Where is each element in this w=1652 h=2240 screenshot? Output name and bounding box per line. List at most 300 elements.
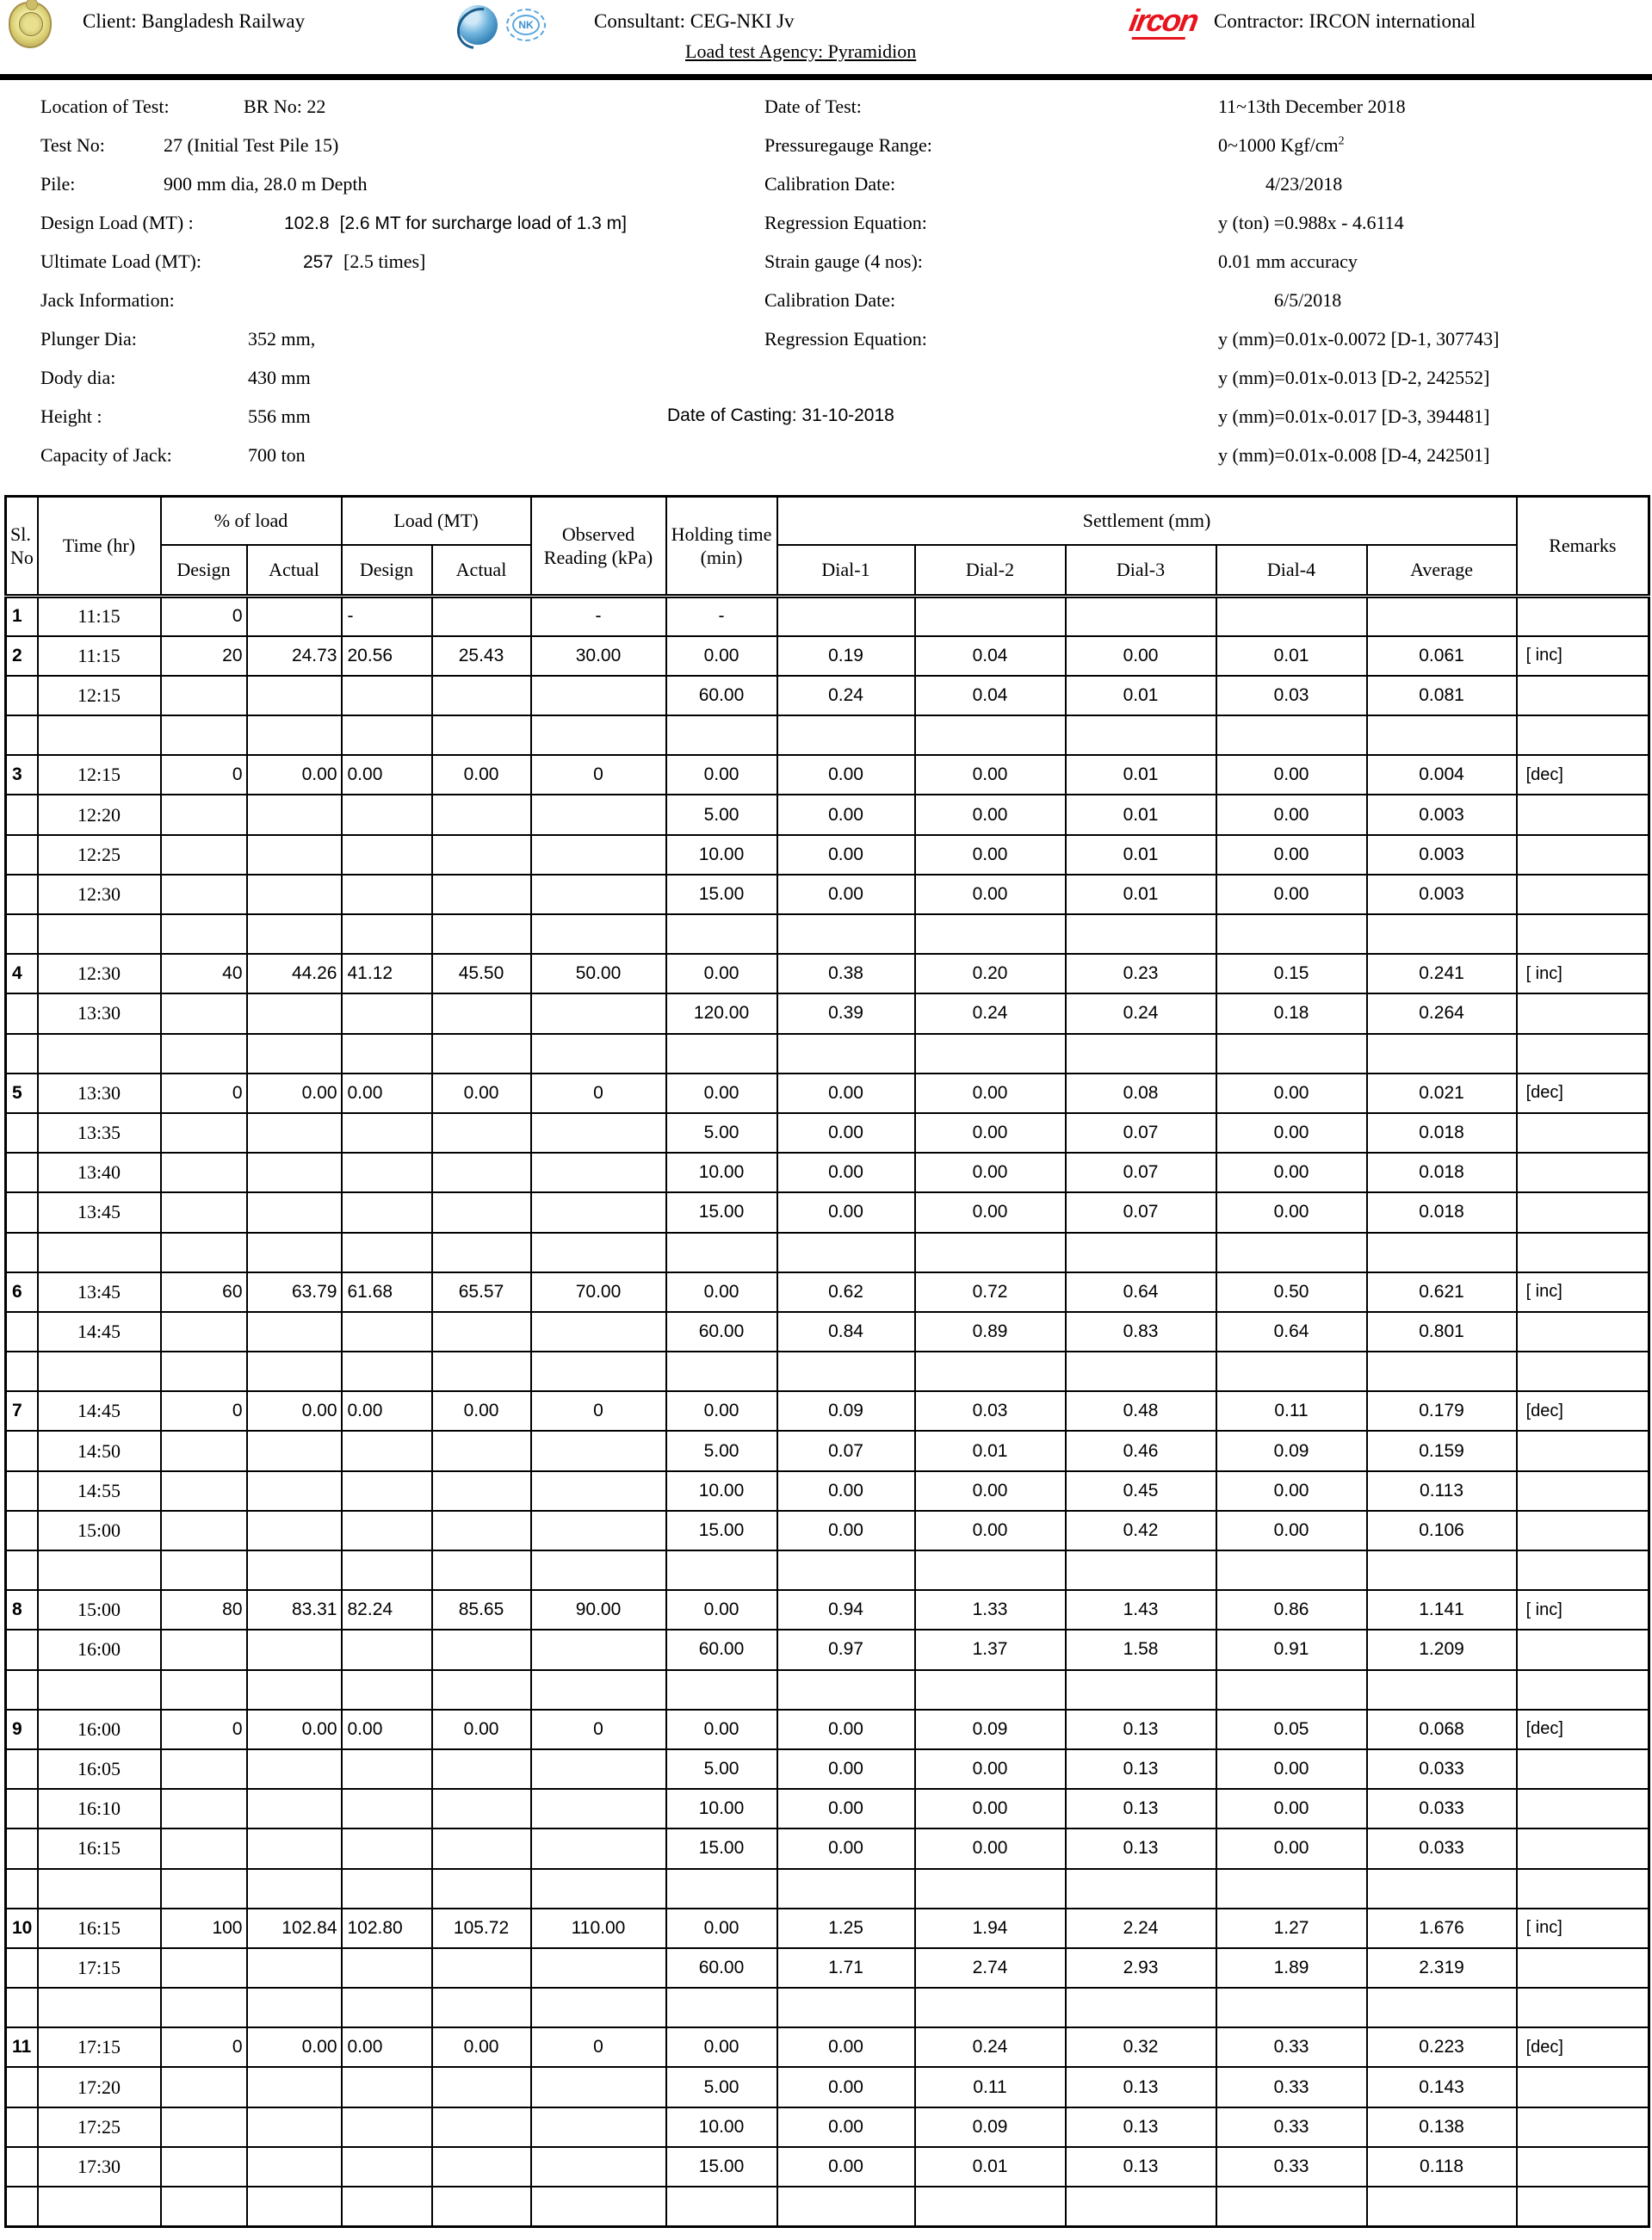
cell-dial-1: 0.00 [777,795,915,834]
info-label: Dody dia: [40,367,116,388]
cell-dial-2: 2.74 [915,1948,1066,1988]
cell-remarks: [ inc] [1517,636,1649,676]
cell-pct-design [161,1034,247,1074]
cell-dial-2: 0.00 [915,1829,1066,1868]
cell-dial-4: 0.00 [1216,1511,1367,1550]
cell-holding-time: 5.00 [666,2067,777,2107]
cell-holding-time: 0.00 [666,1710,777,1749]
table-row [6,1034,1649,1074]
table-row [6,954,1649,993]
cell-dial-3: 0.01 [1066,795,1216,834]
info-label: Location of Test: [40,96,170,117]
nk-logo-icon [506,9,546,41]
cell-load-design: 0.00 [342,1391,432,1431]
col-header-load-mt: Load (MT) [342,497,531,545]
cell-dial-1 [777,1550,915,1590]
load-test-table [4,495,1650,2228]
cell-load-actual [432,676,531,715]
col-header-sl-no: Sl. No [6,497,38,597]
cell-dial-1: 0.00 [777,1471,915,1511]
cell-dial-2: 1.33 [915,1590,1066,1630]
cell-observed-reading [531,2067,666,2107]
table-row [6,1789,1649,1829]
cell-observed-reading [531,2187,666,2226]
cell-dial-2: 0.00 [915,1789,1066,1829]
cell-dial-4 [1216,1550,1367,1590]
cell-observed-reading [531,914,666,954]
cell-load-actual [432,1869,531,1909]
cell-load-design [342,914,432,954]
cell-pct-actual [247,1630,342,1669]
cell-load-design [342,1153,432,1192]
cell-load-actual: 0.00 [432,1074,531,1113]
info-row-height [40,405,311,428]
cell-sl [6,1511,38,1550]
cell-dial-2: 0.01 [915,1431,1066,1470]
cell-dial-3: 0.64 [1066,1272,1216,1312]
cell-holding-time: 0.00 [666,755,777,795]
cell-observed-reading: 0 [531,1391,666,1431]
cell-average: 0.621 [1367,1272,1517,1312]
cell-holding-time [666,1352,777,1391]
cell-pct-actual [247,1988,342,2027]
cell-load-design [342,1630,432,1669]
test-info-section [0,80,1652,495]
cell-load-actual [432,1153,531,1192]
cell-dial-3: 2.93 [1066,1948,1216,1988]
cell-pct-design: 40 [161,954,247,993]
info-value: y (mm)=0.01x-0.013 [D-2, 242552] [1218,367,1490,388]
cell-pct-actual [247,993,342,1033]
cell-dial-3: 0.83 [1066,1312,1216,1352]
table-header [6,497,1649,597]
cell-average: 0.018 [1367,1153,1517,1192]
cell-time: 13:40 [38,1153,161,1192]
cell-time: 15:00 [38,1590,161,1630]
cell-dial-1 [777,1869,915,1909]
info-row-pile [40,173,368,195]
cell-remarks [1517,1670,1649,1710]
cell-remarks: [ inc] [1517,1909,1649,1948]
cell-average: 0.003 [1367,875,1517,914]
cell-observed-reading: 90.00 [531,1590,666,1630]
cell-pct-actual [247,1431,342,1470]
table-row [6,1471,1649,1511]
cell-pct-actual: 102.84 [247,1909,342,1948]
client-label: Client: Bangladesh Railway [83,10,306,32]
cell-load-actual [432,1034,531,1074]
cell-dial-1: 0.00 [777,1113,915,1153]
cell-dial-1: 0.00 [777,2027,915,2067]
cell-load-actual [432,1948,531,1988]
cell-dial-1: 0.62 [777,1272,915,1312]
cell-holding-time: 60.00 [666,676,777,715]
table-row [6,1909,1649,1948]
info-label: Test No: [40,134,105,156]
cell-load-actual [432,1749,531,1789]
table-row [6,636,1649,676]
cell-time: 15:00 [38,1511,161,1550]
cell-pct-design: 60 [161,1272,247,1312]
cell-load-design: 102.80 [342,1909,432,1948]
table-row [6,1630,1649,1669]
cell-dial-4: 0.91 [1216,1630,1367,1669]
cell-holding-time: 10.00 [666,2107,777,2147]
cell-load-actual [432,1431,531,1470]
cell-dial-2 [915,1869,1066,1909]
cell-dial-1 [777,597,915,636]
cell-dial-2 [915,2187,1066,2226]
cell-dial-3: 0.07 [1066,1153,1216,1192]
info-label: Jack Information: [40,289,175,311]
header-divider [0,74,1652,80]
cell-average: 0.113 [1367,1471,1517,1511]
cell-pct-actual [247,1511,342,1550]
cell-average [1367,1034,1517,1074]
cell-observed-reading: 70.00 [531,1272,666,1312]
cell-dial-2 [915,1988,1066,2027]
cell-dial-1: 0.00 [777,1789,915,1829]
cell-pct-design: 0 [161,1391,247,1431]
cell-average: 1.209 [1367,1630,1517,1669]
cell-dial-1: 0.00 [777,1192,915,1232]
cell-dial-3: 0.42 [1066,1511,1216,1550]
table-row [6,1272,1649,1312]
cell-observed-reading [531,1352,666,1391]
cell-sl [6,1312,38,1352]
cell-dial-3: 2.24 [1066,1909,1216,1948]
cell-sl [6,1670,38,1710]
cell-sl [6,1869,38,1909]
cell-average: 0.061 [1367,636,1517,676]
cell-observed-reading: 50.00 [531,954,666,993]
cell-dial-1: 0.00 [777,1153,915,1192]
cell-observed-reading [531,1550,666,1590]
cell-dial-1: 0.97 [777,1630,915,1669]
cell-pct-design [161,1789,247,1829]
info-value: y (mm)=0.01x-0.017 [D-3, 394481] [1218,405,1490,427]
cell-average [1367,1233,1517,1272]
cell-dial-1: 0.00 [777,2067,915,2107]
cell-load-actual [432,1789,531,1829]
table-row [6,1352,1649,1391]
cell-time: 17:15 [38,2027,161,2067]
cell-dial-2: 0.20 [915,954,1066,993]
cell-remarks [1517,2107,1649,2147]
cell-load-design [342,1511,432,1550]
cell-load-actual [432,1829,531,1868]
table-row [6,1829,1649,1868]
cell-pct-actual [247,795,342,834]
cell-dial-1 [777,1034,915,1074]
cell-load-actual [432,835,531,875]
info-value: 900 mm dia, 28.0 m Depth [164,173,368,195]
cell-dial-1 [777,715,915,755]
cell-sl [6,1948,38,1988]
cell-observed-reading: 30.00 [531,636,666,676]
cell-load-design: 0.00 [342,2027,432,2067]
cell-pct-actual [247,1034,342,1074]
cell-average: 0.138 [1367,2107,1517,2147]
cell-time [38,1034,161,1074]
cell-dial-3 [1066,597,1216,636]
cell-dial-4 [1216,597,1367,636]
cell-observed-reading [531,1034,666,1074]
cell-load-design [342,1789,432,1829]
cell-dial-4 [1216,1352,1367,1391]
cell-dial-4: 0.00 [1216,835,1367,875]
cell-holding-time: 60.00 [666,1312,777,1352]
cell-pct-actual [247,1948,342,1988]
load-test-table-body [6,597,1649,2227]
info-label: Capacity of Jack: [40,444,172,466]
cell-pct-design [161,1749,247,1789]
col-header-pct-load: % of load [161,497,342,545]
cell-load-actual [432,914,531,954]
cell-dial-4: 0.00 [1216,1153,1367,1192]
cell-remarks [1517,795,1649,834]
cell-sl [6,2107,38,2147]
cell-load-design [342,1113,432,1153]
cell-dial-3 [1066,1352,1216,1391]
cell-holding-time: 15.00 [666,875,777,914]
cell-load-actual [432,795,531,834]
cell-load-actual: 65.57 [432,1272,531,1312]
cell-holding-time: 120.00 [666,993,777,1033]
cell-holding-time: 5.00 [666,1749,777,1789]
cell-pct-actual [247,1829,342,1868]
cell-observed-reading [531,835,666,875]
table-row [6,914,1649,954]
cell-time [38,1988,161,2027]
cell-dial-2: 0.00 [915,1074,1066,1113]
cell-dial-2: 0.09 [915,1710,1066,1749]
cell-average [1367,715,1517,755]
col-header-dial-2: Dial-2 [915,545,1066,597]
info-row-test-no [40,134,339,157]
cell-load-actual: 0.00 [432,1710,531,1749]
cell-dial-2: 0.04 [915,636,1066,676]
cell-remarks [1517,1988,1649,2027]
cell-sl [6,1630,38,1669]
cell-pct-design [161,1829,247,1868]
cell-average: 1.141 [1367,1590,1517,1630]
info-value: y (ton) =0.988x - 4.6114 [1218,212,1404,233]
cell-dial-3: 0.13 [1066,1789,1216,1829]
cell-load-actual [432,1550,531,1590]
info-value: y (mm)=0.01x-0.0072 [D-1, 307743] [1218,328,1500,350]
cell-load-design: 82.24 [342,1590,432,1630]
cell-dial-3: 0.01 [1066,835,1216,875]
cell-observed-reading: 110.00 [531,1909,666,1948]
cell-holding-time: 5.00 [666,1113,777,1153]
cell-remarks [1517,1789,1649,1829]
cell-observed-reading [531,676,666,715]
col-header-dial-4: Dial-4 [1216,545,1367,597]
cell-observed-reading [531,1988,666,2027]
cell-load-design [342,2107,432,2147]
info-row-strain-gauge [764,251,1358,273]
cell-dial-3: 0.07 [1066,1192,1216,1232]
cell-holding-time: 10.00 [666,1471,777,1511]
cell-sl: 2 [6,636,38,676]
cell-dial-2: 1.37 [915,1630,1066,1669]
col-header-pct-design: Design [161,545,247,597]
cell-holding-time: 0.00 [666,1909,777,1948]
cell-remarks: [dec] [1517,1710,1649,1749]
cell-pct-actual [247,597,342,636]
cell-holding-time: 5.00 [666,1431,777,1470]
cell-remarks [1517,2147,1649,2187]
cell-load-actual [432,1352,531,1391]
cell-time: 13:30 [38,993,161,1033]
cell-dial-1 [777,1352,915,1391]
info-row-plunger-dia [40,328,316,350]
cell-load-design [342,875,432,914]
bangladesh-railway-logo-icon [9,2,52,48]
cell-load-design [342,676,432,715]
table-row [6,676,1649,715]
document-header [0,0,1652,74]
cell-remarks [1517,1034,1649,1074]
cell-pct-actual [247,676,342,715]
cell-dial-3: 0.13 [1066,2147,1216,2187]
cell-pct-actual: 0.00 [247,2027,342,2067]
cell-pct-actual [247,835,342,875]
cell-time: 12:30 [38,875,161,914]
cell-remarks [1517,1829,1649,1868]
cell-pct-design: 0 [161,1710,247,1749]
cell-average [1367,1988,1517,2027]
cell-remarks [1517,676,1649,715]
cell-pct-design [161,1312,247,1352]
cell-dial-4: 0.86 [1216,1590,1367,1630]
cell-time [38,1233,161,1272]
cell-pct-design [161,2187,247,2226]
cell-average: 0.179 [1367,1391,1517,1431]
cell-sl: 9 [6,1710,38,1749]
cell-load-design [342,2067,432,2107]
cell-dial-4: 0.00 [1216,1074,1367,1113]
cell-dial-4: 0.64 [1216,1312,1367,1352]
cell-pct-design [161,914,247,954]
cell-remarks: [ inc] [1517,1272,1649,1312]
cell-dial-4 [1216,715,1367,755]
cell-dial-2 [915,715,1066,755]
cell-load-design [342,1352,432,1391]
cell-pct-design [161,2147,247,2187]
cell-dial-4: 1.89 [1216,1948,1367,1988]
cell-holding-time: 0.00 [666,1391,777,1431]
table-row [6,2067,1649,2107]
cell-time: 16:15 [38,1829,161,1868]
cell-dial-3: 0.13 [1066,1829,1216,1868]
table-row [6,1869,1649,1909]
cell-load-actual [432,1192,531,1232]
cell-holding-time: 15.00 [666,1192,777,1232]
cell-remarks: [dec] [1517,1074,1649,1113]
cell-load-design: 0.00 [342,755,432,795]
info-value: 257 [303,252,334,272]
cell-holding-time: 60.00 [666,1948,777,1988]
cell-load-design: 0.00 [342,1074,432,1113]
cell-dial-4 [1216,2187,1367,2226]
cell-pct-actual: 63.79 [247,1272,342,1312]
cell-dial-4: 1.27 [1216,1909,1367,1948]
cell-observed-reading [531,1471,666,1511]
cell-dial-4: 0.09 [1216,1431,1367,1470]
cell-dial-4 [1216,1670,1367,1710]
cell-dial-2: 0.00 [915,1153,1066,1192]
cell-average: 1.676 [1367,1909,1517,1948]
info-row-calibration-date-2 [764,289,1342,312]
cell-sl: 3 [6,755,38,795]
cell-load-actual [432,2107,531,2147]
cell-time: 13:30 [38,1074,161,1113]
cell-pct-actual [247,715,342,755]
cell-dial-4: 0.50 [1216,1272,1367,1312]
info-label: Regression Equation: [764,328,927,350]
cell-dial-1: 0.07 [777,1431,915,1470]
cell-sl [6,1471,38,1511]
cell-observed-reading [531,715,666,755]
cell-dial-4: 0.00 [1216,875,1367,914]
cell-dial-2: 0.01 [915,2147,1066,2187]
cell-dial-2: 0.11 [915,2067,1066,2107]
cell-dial-3: 1.58 [1066,1630,1216,1669]
cell-sl: 11 [6,2027,38,2067]
cell-time: 12:20 [38,795,161,834]
cell-load-design [342,2147,432,2187]
cell-remarks [1517,2067,1649,2107]
cell-dial-3: 0.07 [1066,1113,1216,1153]
cell-load-design [342,1948,432,1988]
info-value: BR No: 22 [244,96,326,117]
table-row [6,1074,1649,1113]
cell-load-actual [432,1312,531,1352]
cell-time: 13:35 [38,1113,161,1153]
cell-time: 16:00 [38,1630,161,1669]
info-label: Pile: [40,173,76,195]
cell-load-design: 20.56 [342,636,432,676]
cell-load-design [342,1550,432,1590]
cell-sl [6,676,38,715]
cell-time [38,715,161,755]
cell-holding-time [666,715,777,755]
cell-average: 0.241 [1367,954,1517,993]
cell-time: 14:55 [38,1471,161,1511]
info-value: 27 (Initial Test Pile 15) [164,134,339,156]
cell-dial-3: 0.13 [1066,1749,1216,1789]
cell-load-design [342,1829,432,1868]
cell-average: 0.021 [1367,1074,1517,1113]
cell-observed-reading [531,1670,666,1710]
cell-remarks [1517,993,1649,1033]
cell-dial-2 [915,1670,1066,1710]
table-row [6,2147,1649,2187]
cell-load-design [342,1670,432,1710]
info-value: 430 mm [248,367,311,388]
info-label: Design Load (MT) : [40,212,194,233]
cell-average [1367,597,1517,636]
cell-remarks [1517,914,1649,954]
cell-average: 0.223 [1367,2027,1517,2067]
cell-observed-reading [531,1948,666,1988]
cell-sl [6,1352,38,1391]
cell-load-actual [432,1113,531,1153]
cell-dial-3: 0.00 [1066,636,1216,676]
cell-dial-4: 0.33 [1216,2107,1367,2147]
